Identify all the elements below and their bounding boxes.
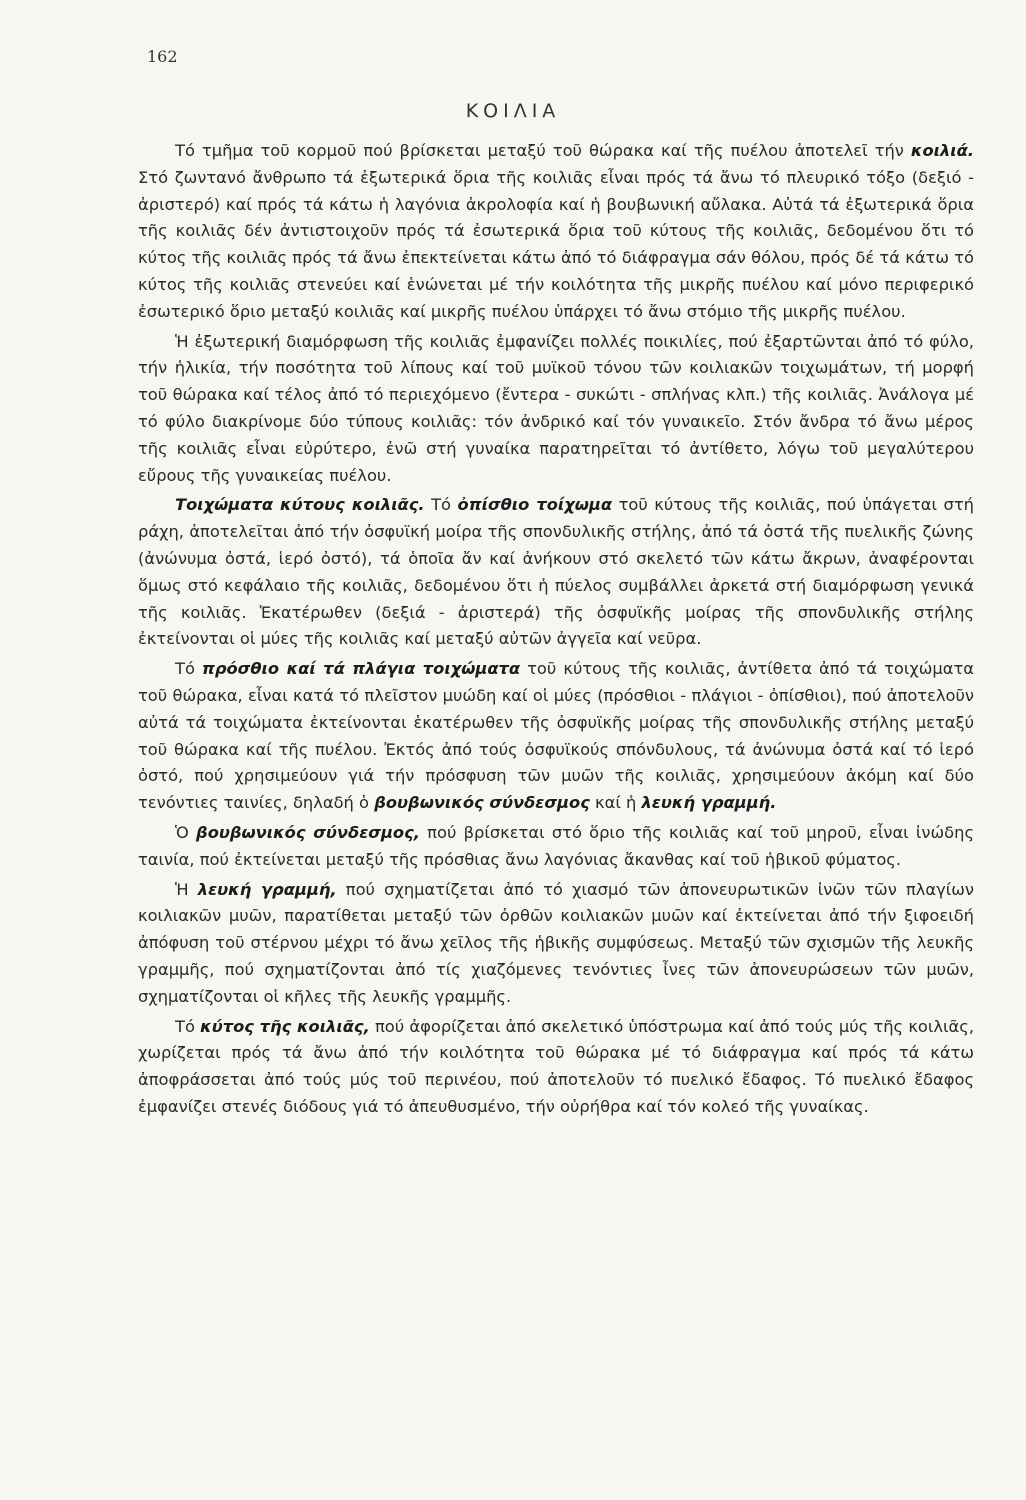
emphasized-term: λευκή γραμμή,: [197, 879, 337, 899]
text-run: Στό ζωντανό ἄνθρωπο τά ἐξωτερικά ὅρια τῆς κοιλιᾶς εἶναι πρός τά ἄνω τό πλευρικό τόξο (δεξιό - ἀριστερό) καί πρός τά κάτω ἡ λαγόνια ἀκρολοφία καί ἡ βουβωνική αὔλακα. Αὐτά τά ἐξωτερικά ὅρια τῆς κοιλιᾶς δέν ἀντιστοιχοῦν πρός τά ἐσωτερικά ὅρια τοῦ κύτους τῆς κοιλιᾶς, δεδομένου ὅτι τό κύτος τῆς κοιλιᾶς πρός τά ἄνω ἐπεκτείνεται κάτω ἀπό τό διάφραγμα σάν θόλου, πρός δέ τά κάτω τό κύτος τῆς κοιλιᾶς στενεύει καί ἑνώνεται μέ τήν κοιλότητα τῆς μικρῆς πυέλου καί μόνο περιφερικό ἐσωτερικό ὅριο μεταξύ κοιλιᾶς καί μικρῆς πυέλου ὑπάρχει τό ἄνω στόμιο τῆς μικρῆς πυέλου.: [138, 167, 974, 321]
text-run: Τό: [424, 495, 458, 515]
text-run: πού βρίσκεται στό ὅριο τῆς κοιλιᾶς καί τοῦ μηροῦ, εἶναι ἰνώδης ταινία, πού ἐκτείνεται μεταξύ τῆς πρόσθιας ἄνω λαγόνιας ἄκανθας καί τοῦ ἡβικοῦ φύματος.: [138, 822, 974, 869]
emphasized-term: βουβωνικός σύνδεσμος: [374, 793, 590, 813]
text-run: πού ἀφορίζεται ἀπό σκελετικό ὑπόστρωμα καί ἀπό τούς μύς τῆς κοιλιᾶς, χωρίζεται πρός τά ἄνω ἀπό τήν κοιλότητα τοῦ θώρακα μέ τό διάφραγμα καί πρός τά κάτω ἀποφράσσεται ἀπό τούς μύς τοῦ περινέου, πού ἀποτελοῦν τό πυελικό ἔδαφος. Τό πυελικό ἔδαφος ἐμφανίζει στενές διόδους γιά τό ἀπευθυσμένο, τήν οὐρήθρα καί τόν κολεό τῆς γυναίκας.: [138, 1016, 974, 1116]
emphasized-term: βουβωνικός σύνδεσμος,: [196, 822, 420, 842]
paragraph: [138, 656, 974, 817]
emphasized-term: λευκή γραμμή.: [641, 793, 777, 813]
emphasized-term: πρόσθιο καί τά πλάγια τοιχώματα: [201, 659, 521, 679]
text-run: Ἡ: [175, 879, 198, 899]
emphasized-term: κύτος τῆς κοιλιᾶς,: [200, 1016, 370, 1036]
chapter-title: ΚΟΙΛΙΑ: [465, 100, 561, 122]
text-run: Τό: [175, 659, 202, 679]
body-text: [138, 138, 974, 1124]
text-run: Ἡ ἐξωτερική διαμόρφωση τῆς κοιλιᾶς ἐμφανίζει πολλές ποικιλίες, πού ἐξαρτῶνται ἀπό τό φύλο, τήν ἡλικία, τήν ποσότητα τοῦ λίπους καί τοῦ μυϊκοῦ τόνου τῶν κοιλιακῶν τοιχωμάτων, τή μορφή τοῦ θώρακα καί τέλος ἀπό τό περιεχόμενο (ἔντερα - συκώτι - σπλήνας κλπ.) τῆς κοιλιᾶς. Ἀνάλογα μέ τό φύλο διακρίνομε δύο τύπους κοιλιᾶς: τόν ἀνδρικό καί τόν γυναικεῖο. Στόν ἄνδρα τό ἄνω μέρος τῆς κοιλιᾶς εἶναι εὐρύτερο, ἐνῶ στή γυναίκα παρατηρεῖται τό ἀντίθετο, λόγω τοῦ μεγαλύτερου εὔρους τῆς γυναικείας πυέλου.: [138, 331, 974, 485]
text-run: Τό: [175, 1016, 201, 1036]
paragraph: [138, 820, 974, 874]
emphasized-term: ὀπίσθιο τοίχωμα: [457, 495, 613, 515]
emphasized-term: Τοιχώματα κύτους κοιλιᾶς.: [175, 495, 425, 515]
text-run: Τό τμῆμα τοῦ κορμοῦ πού βρίσκεται μεταξύ τοῦ θώρακα καί τῆς πυέλου ἀποτελεῖ τήν: [175, 141, 911, 160]
page-number: 162: [147, 47, 178, 66]
text-run: πού σχηματίζεται ἀπό τό χιασμό τῶν ἀπονευρωτικῶν ἰνῶν τῶν πλαγίων κοιλιακῶν μυῶν, παρατίθεται μεταξύ τῶν ὀρθῶν κοιλιακῶν μυῶν καί ἐκτείνεται ἀπό τήν ξιφοειδή ἀπόφυση τοῦ στέρνου μέχρι τό ἄνω χεῖλος τῆς ἡβικῆς συμφύσεως. Μεταξύ τῶν σχισμῶν τῆς λευκῆς γραμμῆς, πού σχηματίζονται ἀπό τίς χιαζόμενες τενόντιες ἶνες τῶν ἀπονευρώσεων τῶν μυῶν, σχηματίζονται οἱ κῆλες τῆς λευκῆς γραμμῆς.: [138, 879, 974, 1006]
text-run: καί ἡ: [589, 793, 642, 813]
paragraph: [138, 492, 974, 653]
text-run: τοῦ κύτους τῆς κοιλιᾶς, ἀντίθετα ἀπό τά τοιχώματα τοῦ θώρακα, εἶναι κατά τό πλεῖστον μυώδη καί οἱ μύες (πρόσθιοι - πλάγιοι - ὀπίσθιοι), πού ἀποτελοῦν αὐτά τά τοιχώματα ἐκτείνονται ἑκατέρωθεν τῆς ὀσφυϊκῆς μοίρας τῆς σπονδυλικῆς στήλης μεταξύ τοῦ θώρακα καί τῆς πυέλου. Ἐκτός ἀπό τούς ὀσφυϊκούς σπόνδυλους, τά ἀνώνυμα ὀστά καί τό ἱερό ὀστό, πού χρησιμεύουν γιά τήν πρόσφυση τῶν μυῶν τῆς κοιλιᾶς, χρησιμεύουν ἀκόμη καί δύο τενόντιες ταινίες, δηλαδή ὁ: [138, 659, 975, 813]
text-run: Ὁ: [175, 822, 197, 842]
paragraph: [138, 138, 974, 326]
paragraph: [138, 1014, 974, 1121]
text-run: τοῦ κύτους τῆς κοιλιᾶς, πού ὑπάγεται στή ράχη, ἀποτελεῖται ἀπό τήν ὀσφυϊκή μοίρα τῆς σπονδυλικῆς στήλης, ἀπό τά ὀστά τῆς πυελικῆς ζώνης (ἀνώνυμα ὀστά, ἱερό ὀστό), τά ὁποῖα ἄν καί ἀνήκουν στό σκελετό τῶν κάτω ἄκρων, ἀναφέρονται ὅμως στό κεφάλαιο τῆς κοιλιᾶς, δεδομένου ὅτι ἡ πύελος συμβάλλει ἀρκετά στή διαμόρφωση γενικά τῆς κοιλιᾶς. Ἑκατέρωθεν (δεξιά - ἀριστερά) τῆς ὀσφυϊκῆς μοίρας τῆς σπονδυλικῆς στήλης ἐκτείνονται οἱ μύες τῆς κοιλιᾶς καί μεταξύ αὐτῶν ἀγγεῖα καί νεῦρα.: [138, 495, 974, 649]
paragraph: [138, 329, 974, 490]
paragraph: [138, 877, 974, 1011]
emphasized-term: κοιλιά.: [910, 141, 974, 160]
